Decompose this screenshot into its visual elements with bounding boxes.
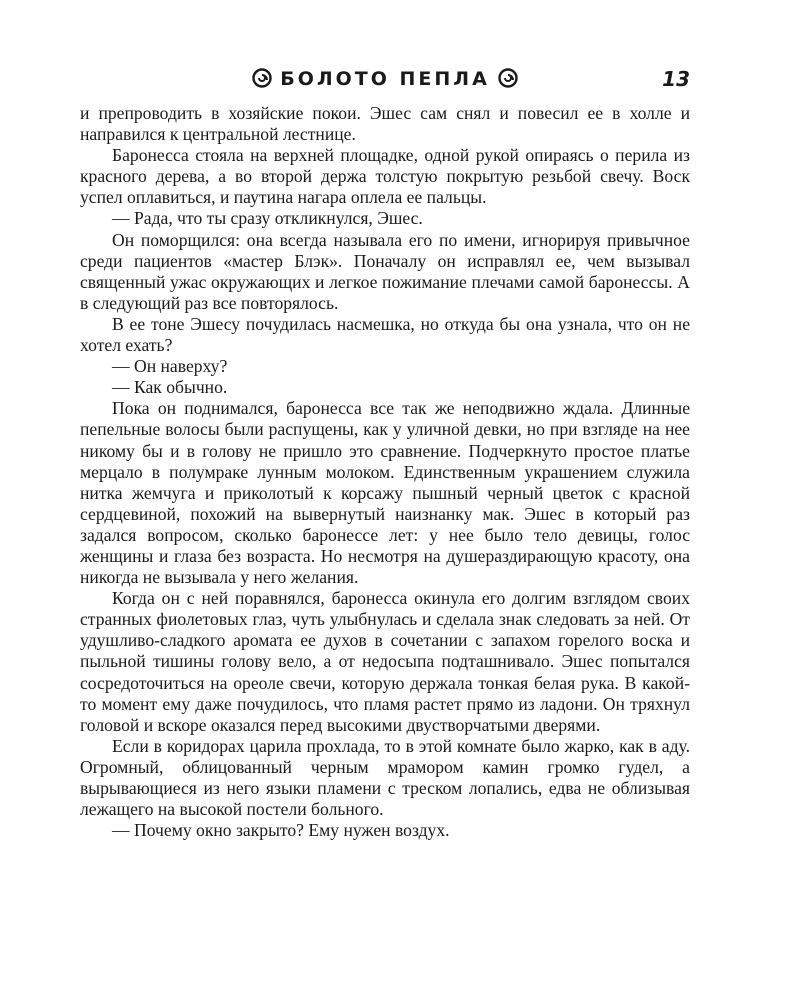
paragraph: Он поморщился: она всегда называла его по имени, игнорируя привычное среди пациентов «мастер Блэк». Поначалу он исправлял ее, чем вызывал священный ужас окружающих и легкое пожимание плечами самой баронессы. А в следующий раз все повторялось. — [80, 229, 690, 313]
paragraph: Если в коридорах царила прохлада, то в этой комнате было жарко, как в аду. Огромный, облицованный черным мрамором камин громко гудел, а вырывающиеся из него языки пламени с треском лопались, едва не облизывая лежащего на высокой постели больного. — [80, 735, 690, 820]
paragraph: В ее тоне Эшесу почудилась насмешка, но откуда бы она узнала, что он не хотел ехать? — [80, 313, 690, 356]
running-title — [80, 66, 690, 92]
spiral-ornament-left-icon — [252, 68, 272, 88]
paragraph: Баронесса стояла на верхней площадке, одной рукой опираясь о перила из красного дерева, а во второй держа толстую покрытую резьбой свечу. Воск успел оплавиться, и паутина нагара оплела ее пальцы. — [80, 145, 690, 208]
dialogue-line: — Он наверху? — [112, 356, 228, 377]
page-number: 13 — [662, 67, 690, 91]
paragraph-continued: и препроводить в хозяйские покои. Эшес сам снял и повесил ее в холле и направился к центральной лестнице. — [80, 103, 690, 145]
spiral-ornament-right-icon — [498, 68, 518, 88]
dialogue-line: — Как обычно. — [112, 377, 228, 398]
dialogue-line: — Рада, что ты сразу откликнулся, Эшес. — [112, 208, 423, 229]
paragraph: Когда он с ней поравнялся, баронесса окинула его долгим взглядом своих странных фиолетовых глаз, чуть улыбнулась и сделала знак следовать за ней. От удушливо-сладкого аромата ее духов в сочетании с запахом горелого воска и пыльной тишины голову вело, а от недосыпа подташнивало. Эшес попытался сосредоточиться на ореоле свечи, которую держала тонкая белая рука. В какой-то момент ему даже почудилось, что пламя растет прямо из ладони. Он тряхнул головой и вскоре оказался перед высокими двустворчатыми дверями. — [80, 588, 690, 735]
running-header — [80, 66, 690, 92]
paragraph: Пока он поднимался, баронесса все так же неподвижно ждала. Длинные пепельные волосы были распущены, как у уличной девки, но при взгляде на нее никому бы и в голову не пришло это сравнение. Подчеркнуто простое платье мерцало в полумраке лунным молоком. Единственным украшением служила нитка жемчуга и приколотый к корсажу пышный черный цветок с красной сердцевиной, похожий на вывернутый наизнанку мак. Эшес в который раз задался вопросом, сколько баронессе лет: у нее было тело девицы, голос женщины и глаза без возраста. Но несмотря на душераздирающую красоту, она никогда не вызывала у него желания. — [80, 398, 690, 588]
dialogue-line: — Почему окно закрыто? Ему нужен воздух. — [112, 820, 450, 841]
body-text — [80, 103, 690, 841]
book-title: БОЛОТО ПЕПЛА — [280, 68, 490, 90]
